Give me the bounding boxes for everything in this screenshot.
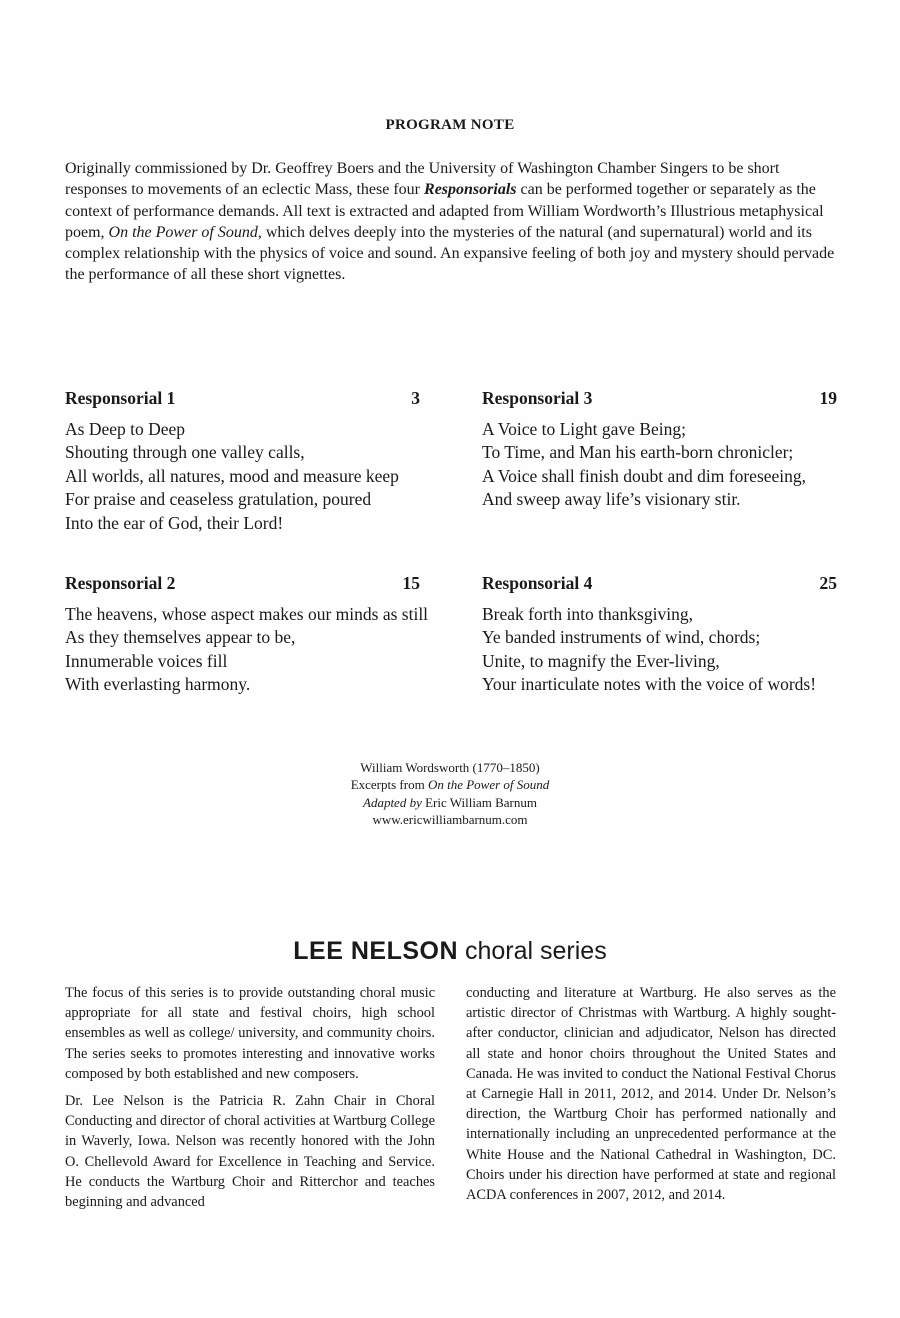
verse-line: As Deep to Deep	[65, 419, 186, 439]
verse-line: Ye banded instruments of wind, chords;	[482, 627, 761, 648]
responsorial-4	[482, 573, 837, 697]
excerpts-credit	[0, 776, 900, 793]
program-note-text: Originally commissioned by Dr. Geoffrey Boers and the University of Washington Chamber Singers to be short responses to movements of an eclectic Mass, these four	[65, 160, 780, 199]
responsorial-title: Responsorial 4	[482, 573, 593, 593]
verse-line: To Time, and Man his earth-born chronicler;	[482, 442, 794, 463]
verse-line: Shouting through one valley calls,	[65, 442, 305, 463]
responsorial-text	[482, 603, 837, 697]
program-note-emphasis: Responsorials	[424, 181, 517, 199]
program-note-text: can be performed together or separately as the context of performance demands. All text is extracted and adapted from William Wordworth’s Illustrious metaphysical poem,	[65, 181, 824, 241]
responsorial-3	[482, 388, 837, 512]
responsorial-page-number: 15	[402, 573, 420, 593]
responsorial-page-number: 19	[819, 388, 837, 408]
responsorial-text	[65, 603, 429, 697]
website-link[interactable]: www.ericwilliambarnum.com	[372, 811, 528, 827]
responsorial-page-number: 25	[819, 573, 837, 593]
verse-line: As they themselves appear to be,	[65, 627, 296, 648]
excerpts-prefix: Excerpts from	[350, 777, 428, 793]
responsorial-heading	[482, 388, 837, 412]
adapted-by-label: Adapted by	[363, 794, 422, 810]
verse-line: Your inarticulate notes with the voice of words!	[482, 674, 817, 695]
verse-line: Innumerable voices fill	[65, 650, 228, 671]
poet-credit: William Wordsworth (1770–1850)	[360, 760, 540, 775]
series-title	[0, 937, 900, 966]
responsorial-title: Responsorial 1	[65, 388, 176, 408]
responsorial-heading	[65, 388, 420, 412]
verse-line: Unite, to magnify the Ever-living,	[482, 650, 720, 671]
adapter-name: Eric William Barnum	[421, 794, 537, 810]
adapter-credit	[0, 794, 900, 811]
verse-line: With everlasting harmony.	[65, 674, 251, 695]
series-title-suffix: choral series	[458, 937, 607, 965]
responsorial-text	[65, 418, 420, 535]
responsorial-1	[65, 388, 420, 535]
program-note-body	[65, 158, 840, 286]
verse-line: A Voice to Light gave Being;	[482, 419, 686, 439]
verse-line: Break forth into thanksgiving,	[482, 604, 693, 624]
responsorial-title: Responsorial 2	[65, 573, 176, 593]
responsorial-text	[482, 418, 837, 512]
responsorial-page-number: 3	[411, 388, 420, 408]
verse-line: For praise and ceaseless gratulation, poured	[65, 489, 372, 510]
verse-line: A Voice shall finish doubt and dim foreseeing,	[482, 465, 807, 486]
program-note-text: , which delves deeply into the mysteries of the natural (and supernatural) world and its complex relationship with the physics of voice and sound. An expansive feeling of both joy and mystery should pervade the performance of all these short vignettes.	[65, 223, 835, 284]
series-description-left	[65, 983, 435, 1219]
series-title-name: LEE NELSON	[293, 937, 459, 965]
responsorial-2	[65, 573, 429, 697]
verse-line: Into the ear of God, their Lord!	[65, 512, 284, 533]
responsorial-heading	[65, 573, 420, 597]
text-credit	[0, 759, 900, 828]
series-paragraph: Dr. Lee Nelson is the Patricia R. Zahn Chair in Choral Conducting and director of choral activities at Wartburg College in Waverly, Iowa. Nelson was recently honored with the John O. Chellevold Award for Excellence in Teaching and Service. He conducts the Wartburg Choir and Ritterchor and teaches beginning and advanced	[65, 1093, 435, 1211]
series-description-right	[466, 983, 836, 1212]
poem-title: On the Power of Sound	[427, 777, 550, 793]
series-paragraph: conducting and literature at Wartburg. He also serves as the artistic director of Christmas with Wartburg. A highly sought-after conductor, clinician and adjudicator, Nelson has directed all state and honor choirs throughout the United States and Canada. He was invited to conduct the National Festival Chorus at Carnegie Hall in 2011, 2012, and 2014. Under Dr. Nelson’s direction, the Wartburg Choir has performed nationally and internationally including an unprecedented performance at the White House and the National Cathedral in Washington, DC. Choirs under his direction have performed at state and regional ACDA conferences in 2007, 2012, and 2014.	[466, 985, 836, 1204]
verse-line: And sweep away life’s visionary stir.	[482, 489, 741, 510]
responsorial-title: Responsorial 3	[482, 388, 593, 408]
verse-line: The heavens, whose aspect makes our minds as still	[65, 604, 429, 624]
program-note-poem-title: On the Power of Sound	[108, 223, 258, 241]
series-paragraph: The focus of this series is to provide outstanding choral music appropriate for all state and festival choirs, high school ensembles as well as college/ university, and community choirs. The series seeks to promotes interesting and innovative works composed by both established and new composers.	[65, 985, 435, 1082]
program-note-title: PROGRAM NOTE	[385, 117, 515, 133]
verse-line: All worlds, all natures, mood and measure keep	[65, 465, 399, 486]
responsorial-heading	[482, 573, 837, 597]
